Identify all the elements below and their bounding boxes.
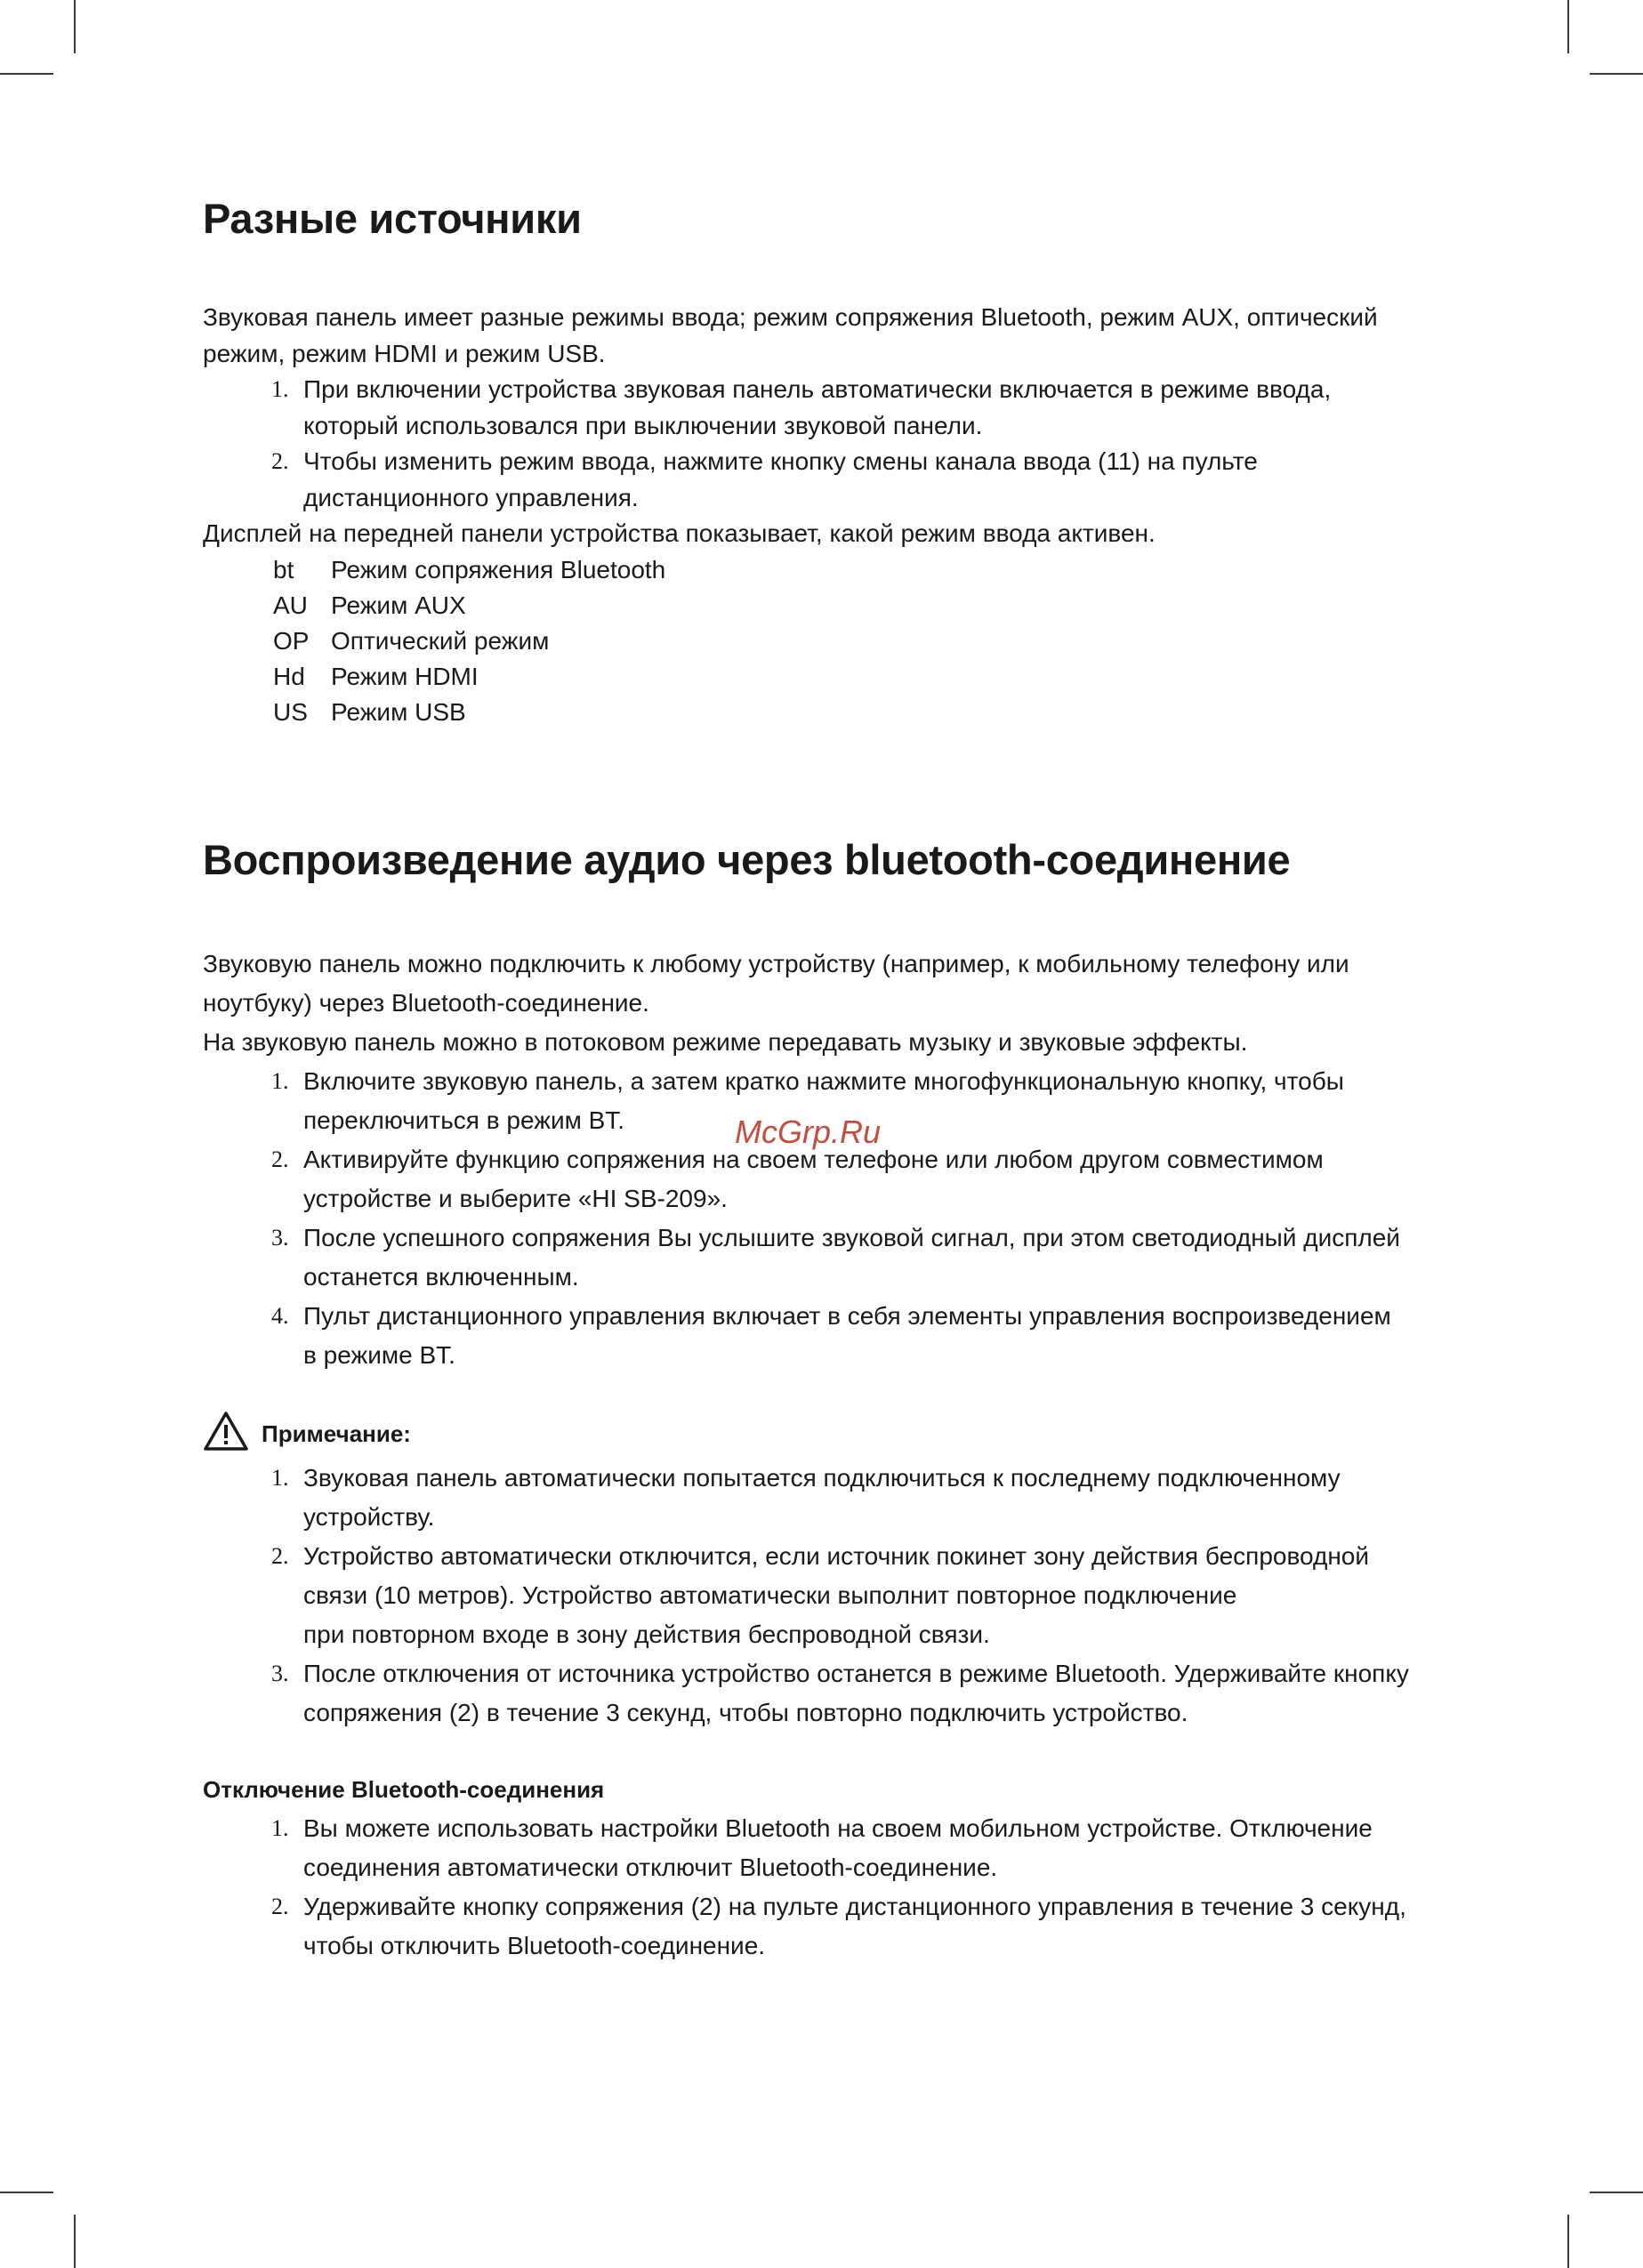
list-text-line: останется включенным. xyxy=(303,1262,579,1291)
intro-line: режим, режим HDMI и режим USB. xyxy=(203,339,606,367)
list-number: 4. xyxy=(271,1302,289,1329)
list-text-line: Удерживайте кнопку сопряжения (2) на пульте дистанционного управления в течение 3 секунд, xyxy=(303,1892,1406,1920)
note-title: Примечание: xyxy=(262,1420,411,1447)
list-text-line: После отключения от источника устройство останется в режиме Bluetooth. Удерживайте кнопку xyxy=(303,1659,1409,1687)
bluetooth-steps-list xyxy=(203,1062,1466,1375)
list-item xyxy=(203,1140,1466,1218)
crop-mark-bottom-left-vertical xyxy=(74,2215,76,2268)
list-text-line: устройству. xyxy=(303,1502,435,1531)
note-list xyxy=(203,1459,1466,1733)
section-title-sources: Разные источники xyxy=(203,195,582,242)
list-text-line: соединения автоматически отключит Bluetooth-соединение. xyxy=(303,1853,998,1881)
list-text-line: сопряжения (2) в течение 3 секунд, чтобы повторно подключить устройство. xyxy=(303,1698,1188,1726)
display-code-row xyxy=(273,552,1466,588)
display-code-label: Режим сопряжения Bluetooth xyxy=(331,555,666,583)
intro-line: На звуковую панель можно в потоковом режиме передавать музыку и звуковые эффекты. xyxy=(203,1027,1248,1056)
list-number: 3. xyxy=(271,1224,289,1251)
list-number: 3. xyxy=(271,1660,289,1686)
display-code-label: Режим HDMI xyxy=(331,662,479,690)
list-number: 1. xyxy=(271,376,289,402)
list-text-line: После успешного сопряжения Вы услышите звуковой сигнал, при этом светодиодный дисплей xyxy=(303,1223,1400,1251)
display-code-row xyxy=(273,588,1466,623)
list-text-line: Вы можете использовать настройки Bluetooth на своем мобильном устройстве. Отключение xyxy=(303,1814,1373,1842)
display-code-label: Оптический режим xyxy=(331,626,550,655)
list-item xyxy=(203,1654,1466,1733)
watermark: McGrp.Ru xyxy=(735,1114,882,1150)
list-text-line: дистанционного управления. xyxy=(303,483,639,511)
disconnect-list xyxy=(203,1809,1466,1966)
section-sources xyxy=(203,194,1466,730)
list-text-line: Активируйте функцию сопряжения на своем телефоне или любом другом совместимом xyxy=(303,1145,1324,1173)
list-item xyxy=(203,1537,1466,1654)
crop-mark-top-left-horizontal xyxy=(0,73,53,75)
list-number: 1. xyxy=(271,1814,289,1841)
list-text-line: связи (10 метров). Устройство автоматически выполнит повторное подключение xyxy=(303,1580,1237,1609)
list-text-line: устройстве и выберите «HI SB-209». xyxy=(303,1184,728,1212)
display-code: bt xyxy=(273,555,294,583)
display-info-text: Дисплей на передней панели устройства показывает, какой режим ввода активен. xyxy=(203,519,1156,547)
list-number: 2. xyxy=(271,1146,289,1172)
display-code: Hd xyxy=(273,662,305,690)
list-item xyxy=(203,1297,1466,1375)
list-text-line: Включите звуковую панель, а затем кратко нажмите многофункциональную кнопку, чтобы xyxy=(303,1066,1344,1095)
crop-mark-top-left-vertical xyxy=(74,0,76,53)
list-text-line: Пульт дистанционного управления включает в себя элементы управления воспроизведением xyxy=(303,1301,1391,1330)
warning-icon xyxy=(203,1411,262,1456)
section-bluetooth-playback xyxy=(203,835,1466,1966)
list-text-line: чтобы отключить Bluetooth-соединение. xyxy=(303,1931,766,1959)
display-code-row xyxy=(273,695,1466,730)
list-text-line: Чтобы изменить режим ввода, нажмите кнопку смены канала ввода (11) на пульте xyxy=(303,447,1258,475)
display-code-label: Режим USB xyxy=(331,697,466,726)
crop-mark-bottom-right-horizontal xyxy=(1590,2192,1643,2193)
intro-line: Звуковую панель можно подключить к любому устройству (например, к мобильному телефону или xyxy=(203,949,1349,977)
crop-mark-top-right-horizontal xyxy=(1590,73,1643,75)
list-item xyxy=(203,444,1466,516)
list-text-line: переключиться в режим BT. xyxy=(303,1106,625,1134)
intro-line: Звуковая панель имеет разные режимы ввода; режим сопряжения Bluetooth, режим AUX, оптический xyxy=(203,303,1378,331)
sources-steps-list xyxy=(203,372,1466,516)
list-item xyxy=(203,1218,1466,1297)
list-number: 1. xyxy=(271,1464,289,1491)
list-text-line: в режиме BT. xyxy=(303,1340,455,1369)
display-code-row xyxy=(273,623,1466,659)
disconnect-heading: Отключение Bluetooth-соединения xyxy=(203,1775,605,1803)
list-text-line: Звуковая панель автоматически попытается подключиться к последнему подключенному xyxy=(303,1463,1341,1492)
list-number: 2. xyxy=(271,448,289,474)
display-code-row xyxy=(273,659,1466,695)
list-item xyxy=(203,1809,1466,1887)
list-item xyxy=(203,1887,1466,1966)
list-number: 2. xyxy=(271,1893,289,1919)
list-text-line: который использовался при выключении звуковой панели. xyxy=(303,411,983,439)
list-number: 2. xyxy=(271,1542,289,1569)
note-heading xyxy=(203,1409,1466,1459)
crop-mark-bottom-right-vertical xyxy=(1567,2215,1569,2268)
display-code-label: Режим AUX xyxy=(331,591,466,619)
intro-line: ноутбуку) через Bluetooth-соединение. xyxy=(203,988,649,1017)
list-text-line: При включении устройства звуковая панель автоматически включается в режиме ввода, xyxy=(303,375,1332,403)
list-number: 1. xyxy=(271,1067,289,1094)
display-code: OP xyxy=(273,626,310,655)
display-codes-list xyxy=(273,552,1466,730)
section-title-bluetooth: Воспроизведение аудио через bluetooth-соединение xyxy=(203,835,1291,883)
display-code: AU xyxy=(273,591,308,619)
list-item xyxy=(203,1459,1466,1537)
list-text-line: при повторном входе в зону действия беспроводной связи. xyxy=(303,1620,990,1648)
crop-mark-bottom-left-horizontal xyxy=(0,2192,53,2193)
display-code: US xyxy=(273,697,308,726)
list-text-line: Устройство автоматически отключится, если источник покинет зону действия беспроводной xyxy=(303,1541,1369,1570)
crop-mark-top-right-vertical xyxy=(1567,0,1569,53)
document-page xyxy=(203,194,1466,1966)
list-item xyxy=(203,372,1466,444)
